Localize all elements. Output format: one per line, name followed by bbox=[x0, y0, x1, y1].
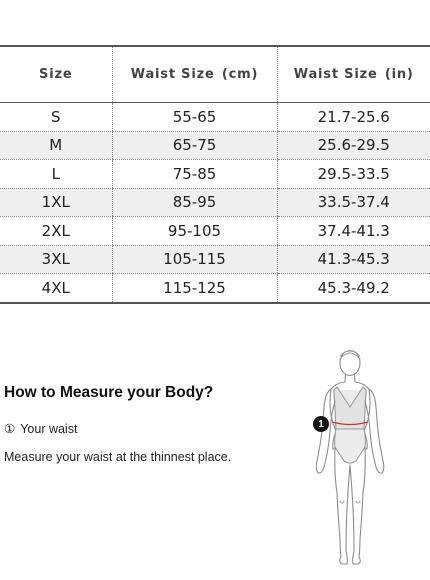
cell-size: 1XL bbox=[0, 188, 112, 217]
table-row bbox=[0, 274, 430, 303]
cell-waist-cm: 55-65 bbox=[112, 103, 277, 132]
cell-size: 2XL bbox=[0, 217, 112, 246]
step-label: Your waist bbox=[20, 422, 78, 436]
cell-size: L bbox=[0, 160, 112, 189]
body-figure-illustration bbox=[300, 343, 400, 568]
cell-size: 3XL bbox=[0, 245, 112, 274]
header-waist-cm: Waist Size (cm) bbox=[112, 46, 277, 103]
header-waist-in: Waist Size (in) bbox=[277, 46, 430, 103]
cell-waist-in: 37.4-41.3 bbox=[277, 217, 430, 246]
cell-waist-cm: 105-115 bbox=[112, 245, 277, 274]
table-row bbox=[0, 217, 430, 246]
cell-waist-in: 25.6-29.5 bbox=[277, 131, 430, 160]
waist-marker-badge: 1 bbox=[313, 416, 329, 432]
cell-waist-cm: 75-85 bbox=[112, 160, 277, 189]
cell-waist-in: 21.7-25.6 bbox=[277, 103, 430, 132]
cell-waist-in: 41.3-45.3 bbox=[277, 245, 430, 274]
table-row bbox=[0, 245, 430, 274]
table-row bbox=[0, 160, 430, 189]
cell-size: 4XL bbox=[0, 274, 112, 303]
table-row bbox=[0, 131, 430, 160]
cell-waist-cm: 65-75 bbox=[112, 131, 277, 160]
table-header-row bbox=[0, 46, 430, 103]
cell-waist-cm: 95-105 bbox=[112, 217, 277, 246]
measure-step-waist bbox=[4, 421, 77, 436]
cell-waist-in: 33.5-37.4 bbox=[277, 188, 430, 217]
cell-size: M bbox=[0, 131, 112, 160]
header-size: Size bbox=[0, 46, 112, 103]
table-row bbox=[0, 188, 430, 217]
cell-size: S bbox=[0, 103, 112, 132]
cell-waist-in: 45.3-49.2 bbox=[277, 274, 430, 303]
size-chart-table bbox=[0, 45, 430, 304]
cell-waist-cm: 115-125 bbox=[112, 274, 277, 303]
step-number: ① bbox=[4, 422, 16, 436]
measure-heading: How to Measure your Body? bbox=[4, 384, 214, 401]
table-row bbox=[0, 103, 430, 132]
measure-instruction: Measure your waist at the thinnest place. bbox=[4, 450, 232, 464]
cell-waist-in: 29.5-33.5 bbox=[277, 160, 430, 189]
cell-waist-cm: 85-95 bbox=[112, 188, 277, 217]
